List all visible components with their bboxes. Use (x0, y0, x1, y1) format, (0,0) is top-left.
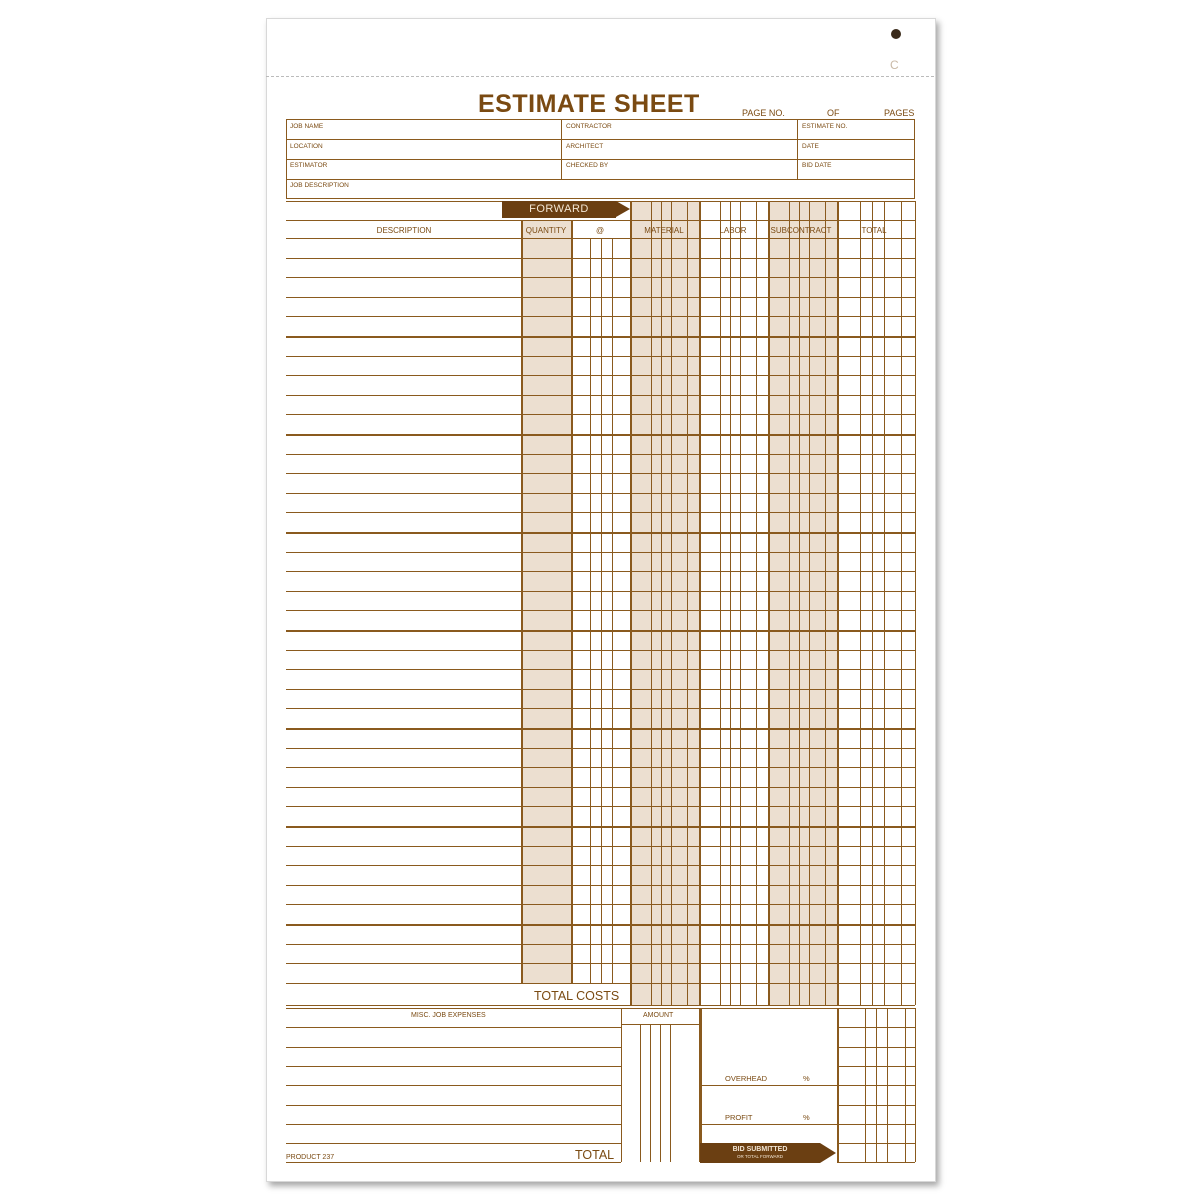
column-divider (701, 1008, 702, 1162)
digit-divider (740, 201, 741, 1005)
digit-divider (671, 201, 672, 1005)
misc-row-rule (286, 1162, 621, 1163)
contractor-field[interactable]: CONTRACTOR (566, 123, 612, 130)
product-code: PRODUCT 237 (286, 1154, 335, 1161)
digit-divider (884, 201, 885, 1005)
overhead-percent: % (803, 1074, 810, 1083)
grid-row-rule (286, 983, 915, 984)
description-header: DESCRIPTION (376, 226, 432, 235)
corner-mark: C (890, 58, 899, 72)
bid-submitted-sublabel: OR TOTAL FORWARD (736, 1154, 784, 1159)
bid-submitted-label: BID SUBMITTED (732, 1146, 788, 1153)
grid-rule-forward (286, 220, 915, 221)
bid-date-field[interactable]: BID DATE (802, 162, 832, 169)
material-header: MATERIAL (644, 226, 684, 235)
digit-divider (789, 201, 790, 1005)
overhead-rule (700, 1085, 837, 1086)
digit-divider (651, 201, 652, 1005)
estimator-field[interactable]: ESTIMATOR (290, 162, 328, 169)
profit-percent: % (803, 1113, 810, 1122)
digit-divider (809, 201, 810, 1005)
digit-divider (661, 201, 662, 1005)
misc-row-rule (286, 1047, 621, 1048)
bid-arrow-icon (820, 1143, 836, 1163)
misc-row-rule (286, 1027, 621, 1028)
total-label: TOTAL (575, 1148, 615, 1162)
total-costs-rule-double (286, 1008, 915, 1009)
bid-submitted-banner (700, 1143, 820, 1163)
digit-divider (640, 1024, 641, 1162)
total-row-rule (837, 1162, 915, 1163)
pages-label: PAGES (884, 108, 915, 118)
digit-divider (825, 201, 826, 1005)
total-costs-label: TOTAL COSTS (534, 989, 620, 1003)
digit-divider (730, 201, 731, 1005)
overhead-label: OVERHEAD (725, 1074, 768, 1083)
quantity-header: QUANTITY (525, 226, 567, 235)
digit-divider (860, 201, 861, 1005)
page-title: ESTIMATE SHEET (478, 90, 700, 118)
digit-divider (887, 1008, 888, 1162)
column-divider (768, 201, 770, 1005)
digit-divider (601, 238, 602, 983)
labor-header: LABOR (719, 226, 747, 235)
total-header: TOTAL (861, 226, 887, 235)
page-no-label: PAGE NO. (742, 108, 785, 118)
amount-divider (621, 1008, 622, 1162)
digit-divider (612, 238, 613, 983)
date-field[interactable]: DATE (802, 143, 819, 150)
column-divider (915, 201, 916, 1005)
column-divider (837, 1008, 839, 1162)
architect-field[interactable]: ARCHITECT (566, 143, 604, 150)
digit-divider (905, 1008, 906, 1162)
digit-divider (687, 201, 688, 1005)
digit-divider (872, 201, 873, 1005)
quantity-column-shade (522, 220, 571, 983)
column-divider (915, 1008, 916, 1162)
misc-row-rule (286, 1105, 621, 1106)
column-divider (571, 220, 573, 983)
digit-divider (865, 1008, 866, 1162)
digit-divider (876, 1008, 877, 1162)
digit-divider (720, 201, 721, 1005)
digit-divider (756, 201, 757, 1005)
column-divider (837, 201, 839, 1005)
misc-job-expenses-header: MISC. JOB EXPENSES (411, 1012, 486, 1019)
digit-divider (901, 201, 902, 1005)
digit-divider (670, 1024, 671, 1162)
profit-rule (700, 1124, 837, 1125)
perforation-line (266, 76, 934, 77)
job-description-field[interactable]: JOB DESCRIPTION (290, 182, 349, 189)
column-divider (699, 201, 701, 1005)
digit-divider (590, 238, 591, 983)
subcontract-header: SUBCONTRACT (770, 226, 832, 235)
column-divider (630, 201, 632, 1005)
forward-banner: FORWARD (502, 201, 616, 218)
of-label: OF (827, 108, 840, 118)
punch-hole-icon (891, 29, 901, 39)
forward-arrow-icon (616, 201, 630, 217)
digit-divider (799, 201, 800, 1005)
estimate-no-field[interactable]: ESTIMATE NO. (802, 123, 848, 130)
misc-row-rule (286, 1085, 621, 1086)
location-field[interactable]: LOCATION (290, 143, 323, 150)
checked-by-field[interactable]: CHECKED BY (566, 162, 609, 169)
misc-row-rule (286, 1143, 621, 1144)
misc-row-rule (286, 1066, 621, 1067)
amount-header: AMOUNT (643, 1012, 674, 1019)
profit-label: PROFIT (725, 1113, 753, 1122)
job-name-field[interactable]: JOB NAME (290, 123, 324, 130)
misc-row-rule (286, 1124, 621, 1125)
digit-divider (650, 1024, 651, 1162)
total-costs-rule (286, 1005, 915, 1006)
digit-divider (660, 1024, 661, 1162)
column-divider (521, 220, 523, 983)
at-header: @ (595, 226, 605, 235)
